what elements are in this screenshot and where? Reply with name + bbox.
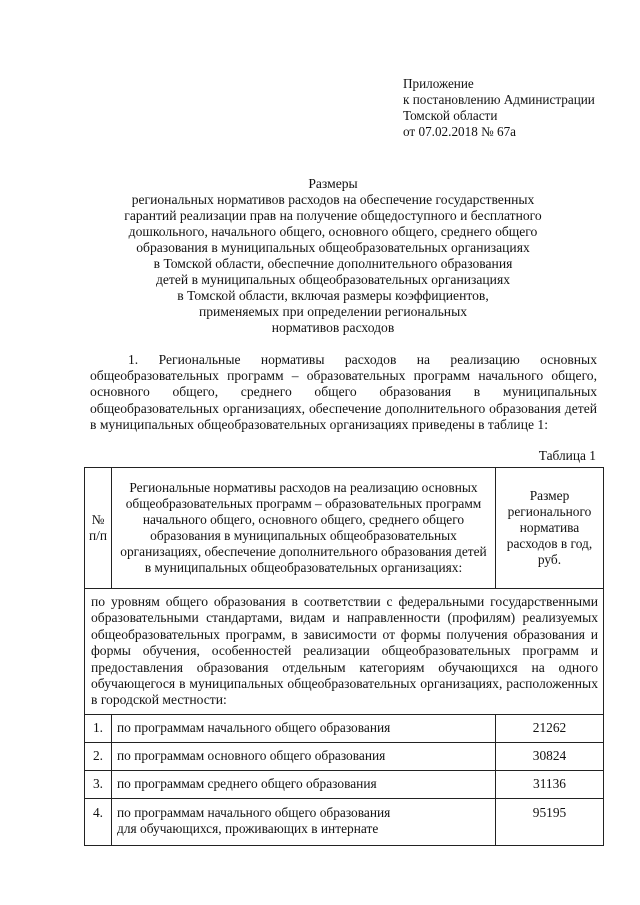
appendix-line: Томской области <box>403 108 498 123</box>
norms-table <box>84 467 604 846</box>
title-line: региональных нормативов расходов на обеспечение государственных <box>131 192 535 207</box>
header-size: Размер регионального норматива расходов в год, руб. <box>496 468 604 589</box>
title-line: гарантий реализации прав на получение общедоступного и бесплатного <box>124 208 542 223</box>
row-name: по программам основного общего образования <box>112 742 496 770</box>
row-value: 30824 <box>496 742 604 770</box>
title-line: в Томской области, обеспечние дополнительного образования <box>153 256 513 271</box>
row-value: 21262 <box>496 714 604 742</box>
row-value: 95195 <box>496 798 604 845</box>
table-row <box>85 798 604 845</box>
row-name-line: по программам начального общего образования <box>117 804 391 820</box>
row-num: 2. <box>85 742 112 770</box>
header-num: № п/п <box>85 468 112 589</box>
title-line: Размеры <box>308 176 358 191</box>
table-header-row <box>85 468 604 589</box>
appendix-line: Приложение <box>403 76 474 91</box>
row-name <box>112 798 496 845</box>
intro-paragraph-text: 1. Региональные нормативы расходов на реализацию основных общеобразовательных программ – образовательных программ начального общего, основного общего, среднего общего образования в муниципальных общеобразовательных организациях, обеспечение дополнительного образования детей в муниципальных общеобразовательных организациях приведены в таблице 1: <box>90 352 597 432</box>
table-row <box>85 714 604 742</box>
title-line: образования в муниципальных общеобразовательных организациях <box>136 240 530 255</box>
table-row <box>85 742 604 770</box>
document-title <box>90 176 576 336</box>
row-name-line: для обучающихся, проживающих в интернате <box>117 820 379 836</box>
row-num: 1. <box>85 714 112 742</box>
title-line: детей в муниципальных общеобразовательных организациях <box>155 272 510 287</box>
row-num: 3. <box>85 770 112 798</box>
appendix-line: от 07.02.2018 № 67а <box>403 124 517 139</box>
title-line: дошкольного, начального общего, основного общего, среднего общего <box>128 224 538 239</box>
table-row <box>85 770 604 798</box>
title-line: применяемых при определении региональных <box>198 304 468 319</box>
section-text: по уровням общего образования в соответствии с федеральными государственными образовательными стандартами, видам и направленности (профилям) реализуемых общеобразовательных программ, в зависимости от формы получения образования и формы обучения, особенностей реализации общеобразовательных программ и предоставления образования отдельным категориям обучающихся на одного обучающегося в муниципальных общеобразовательных организациях, расположенных в городской местности: <box>85 589 604 715</box>
row-name: по программам начального общего образования <box>112 714 496 742</box>
title-line: в Томской области, включая размеры коэффициентов, <box>177 288 489 303</box>
header-description: Региональные нормативы расходов на реализацию основных общеобразовательных программ – образовательных программ начального общего, основного общего, среднего общего образования в муниципальных общеобразовательных организациях, обеспечение дополнительного образования детей в муниципальных общеобразовательных организациях: <box>112 468 496 589</box>
row-num: 4. <box>85 798 112 845</box>
table-section-row <box>85 589 604 715</box>
row-value: 31136 <box>496 770 604 798</box>
table-caption: Таблица 1 <box>538 448 596 463</box>
appendix-block <box>403 76 623 140</box>
row-name: по программам среднего общего образования <box>112 770 496 798</box>
appendix-line: к постановлению Администрации <box>403 92 595 107</box>
intro-paragraph <box>90 352 597 433</box>
title-line: нормативов расходов <box>271 320 395 335</box>
